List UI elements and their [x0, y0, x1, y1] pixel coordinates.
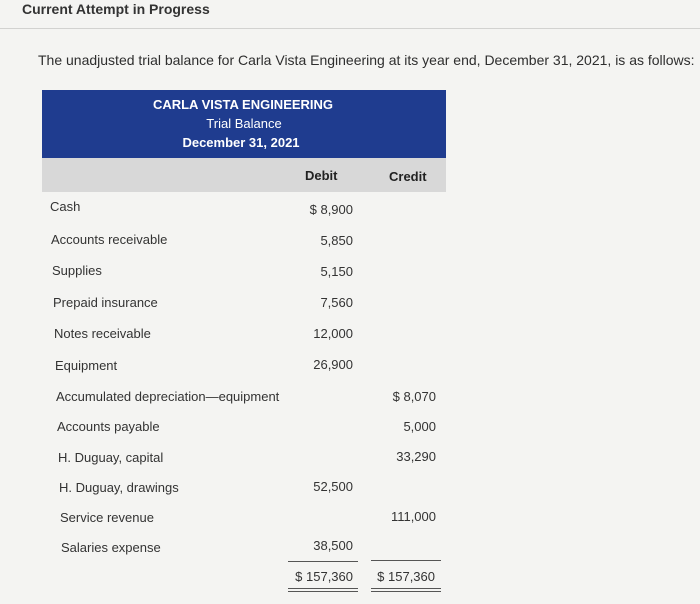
debit-amount: 5,850	[320, 233, 353, 248]
statement-header	[42, 90, 446, 158]
debit-amount: 26,900	[313, 357, 353, 372]
debit-total-rule-2	[288, 591, 358, 592]
statement-title: Trial Balance	[206, 116, 282, 131]
credit-amount: 33,290	[396, 449, 436, 464]
account-label: H. Duguay, drawings	[59, 480, 179, 495]
attempt-status: Current Attempt in Progress	[22, 1, 210, 17]
debit-amount: 12,000	[313, 326, 353, 341]
account-label: Equipment	[55, 358, 118, 373]
debit-amount: 38,500	[313, 538, 353, 553]
credit-column-header: Credit	[389, 169, 427, 184]
credit-subtotal-rule	[371, 560, 441, 561]
account-label: Supplies	[52, 263, 102, 278]
account-label: Accumulated depreciation—equipment	[56, 389, 280, 404]
header-divider	[0, 28, 700, 29]
account-label: Salaries expense	[61, 540, 161, 555]
account-label: Accounts receivable	[51, 232, 168, 247]
debit-amount: 52,500	[313, 479, 353, 494]
credit-total: $ 157,360	[377, 569, 435, 584]
credit-total-rule-1	[371, 588, 441, 589]
debit-column-header: Debit	[305, 168, 338, 183]
debit-amount: 7,560	[320, 295, 353, 310]
statement-date: December 31, 2021	[182, 135, 300, 150]
account-label: Service revenue	[60, 510, 154, 525]
account-label: Notes receivable	[54, 326, 151, 341]
debit-total: $ 157,360	[295, 569, 353, 584]
intro-text: The unadjusted trial balance for Carla Vista Engineering at its year end, December 31, 2021, is as follows:	[38, 52, 695, 68]
credit-total-rule-2	[371, 591, 441, 592]
column-header-bar	[42, 158, 446, 192]
debit-total-rule-1	[288, 588, 358, 589]
account-label: Accounts payable	[57, 419, 160, 434]
debit-amount: 5,150	[320, 264, 353, 279]
credit-amount: $ 8,070	[392, 389, 436, 404]
debit-amount: $ 8,900	[309, 202, 353, 217]
account-label: H. Duguay, capital	[58, 450, 164, 465]
credit-amount: 111,000	[390, 509, 436, 524]
account-label: Cash	[50, 199, 81, 214]
debit-subtotal-rule	[288, 561, 358, 562]
credit-amount: 5,000	[403, 419, 436, 434]
account-label: Prepaid insurance	[53, 295, 158, 310]
company-name: CARLA VISTA ENGINEERING	[152, 97, 334, 112]
